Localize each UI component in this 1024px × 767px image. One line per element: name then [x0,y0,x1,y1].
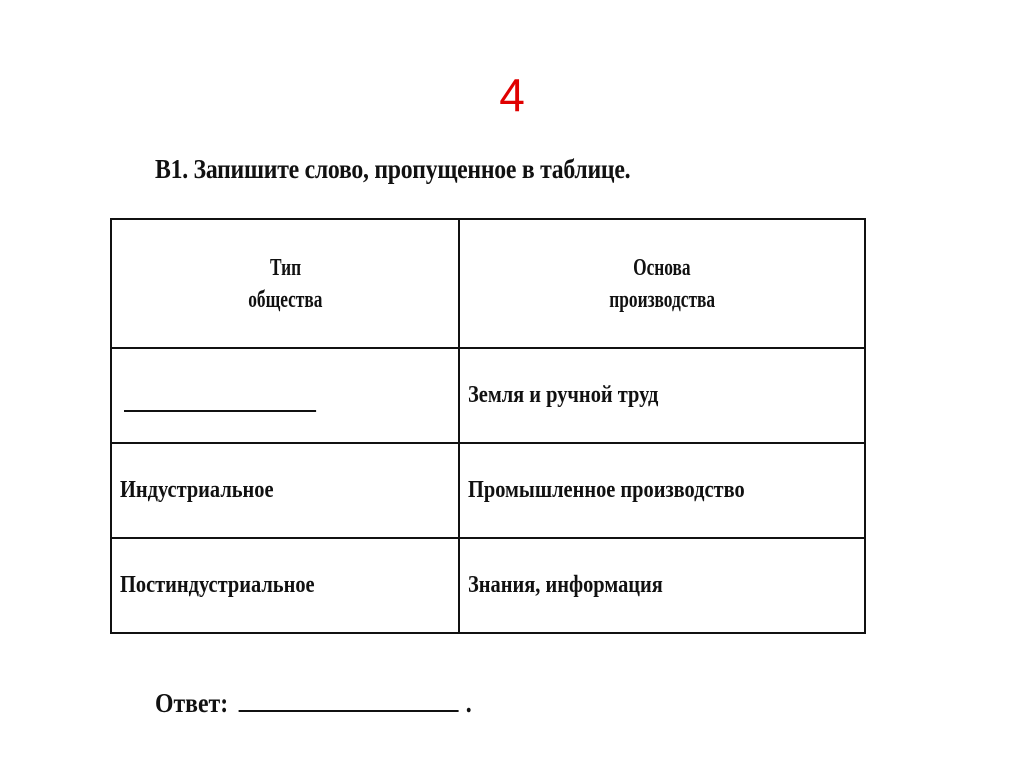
basis-cell [459,538,865,633]
table-row [111,348,865,443]
slide-number: 4 [499,69,525,121]
blank-line [124,410,316,412]
header-line: производства [609,286,715,313]
basis-text: Земля и ручной труд [468,382,659,408]
header-type [111,219,459,348]
question [155,154,630,185]
table-row [111,443,865,538]
missing-cell[interactable] [111,348,459,443]
society-table [110,218,866,634]
type-text: Постиндустриальное [120,572,315,598]
type-text: Индустриальное [120,477,274,503]
answer-line[interactable] [239,710,459,712]
header-basis [459,219,865,348]
basis-cell [459,348,865,443]
table-row [111,538,865,633]
basis-text: Промышленное производство [468,477,745,503]
header-line: общества [247,286,323,313]
table-header-row [111,219,865,348]
basis-text: Знания, информация [468,572,663,598]
header-line: Основа [633,254,691,281]
type-cell [111,538,459,633]
answer-end: . [465,688,472,718]
answer [155,688,472,719]
header-line: Тип [269,254,301,281]
question-text: Запишите слово, пропущенное в таблице. [193,154,631,184]
answer-label: Ответ: [155,688,229,718]
basis-cell [459,443,865,538]
question-label: В1. [155,154,188,184]
type-cell [111,443,459,538]
